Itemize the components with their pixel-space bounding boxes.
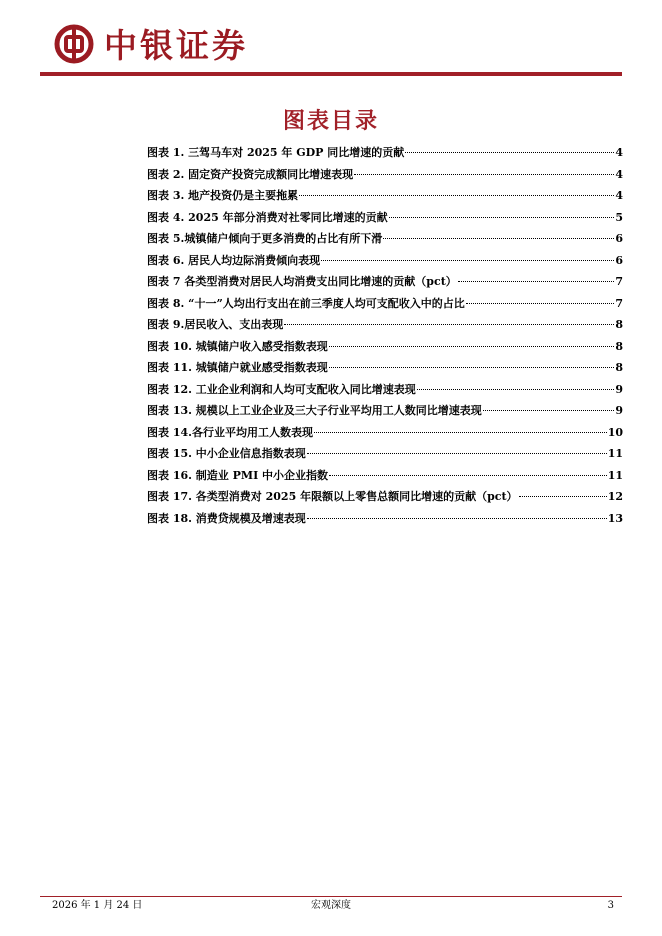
toc-entry-page: 7 bbox=[615, 296, 623, 310]
toc-entry-label: 图表 16. 制造业 PMI 中小企业指数 bbox=[147, 468, 329, 482]
toc-entry-page: 4 bbox=[615, 189, 623, 202]
toc-entry[interactable] bbox=[147, 445, 623, 467]
toc-dot-leader bbox=[329, 346, 615, 347]
toc-dot-leader bbox=[307, 453, 607, 454]
toc-entry-label: 图表 6. 居民人均边际消费倾向表现 bbox=[147, 253, 321, 267]
toc-entry-page: 7 bbox=[615, 275, 623, 288]
toc-entry-page: 6 bbox=[615, 253, 623, 267]
toc-entry-label: 图表 17. 各类型消费对 2025 年限额以上零售总额同比增速的贡献（pct） bbox=[147, 490, 518, 503]
toc-dot-leader bbox=[329, 367, 615, 368]
toc-dot-leader bbox=[417, 389, 615, 390]
toc-entry-label: 图表 7 各类型消费对居民人均消费支出同比增速的贡献（pct） bbox=[147, 275, 457, 288]
toc-entry[interactable] bbox=[147, 273, 623, 295]
toc-entry-page: 8 bbox=[615, 361, 623, 374]
toc-entry-label: 图表 15. 中小企业信息指数表现 bbox=[147, 447, 306, 460]
toc-entry[interactable] bbox=[147, 166, 623, 188]
toc-entry[interactable] bbox=[147, 187, 623, 209]
toc-dot-leader bbox=[314, 432, 607, 433]
page-header bbox=[0, 0, 662, 80]
toc-entry[interactable] bbox=[147, 338, 623, 360]
toc-entry-page: 6 bbox=[615, 232, 623, 245]
brand-name: 中银证券 bbox=[104, 26, 248, 65]
toc-entry[interactable] bbox=[147, 467, 623, 489]
toc-entry-page: 4 bbox=[615, 146, 623, 159]
toc-entry-label: 图表 5.城镇储户倾向于更多消费的占比有所下滑 bbox=[147, 232, 383, 245]
header-divider bbox=[40, 72, 622, 76]
footer-category: 宏观深度 bbox=[311, 900, 351, 911]
toc-entry[interactable] bbox=[147, 510, 623, 532]
toc-dot-leader bbox=[466, 303, 615, 304]
toc-entry[interactable] bbox=[147, 381, 623, 403]
toc-dot-leader bbox=[329, 475, 607, 476]
toc-entry[interactable] bbox=[147, 252, 623, 274]
toc-entry[interactable] bbox=[147, 488, 623, 510]
toc-dot-leader bbox=[405, 152, 614, 153]
toc-dot-leader bbox=[519, 496, 607, 497]
toc-entry-page: 8 bbox=[615, 339, 623, 353]
toc-entry[interactable] bbox=[147, 316, 623, 338]
toc-entry-page: 8 bbox=[615, 318, 623, 331]
toc-entry[interactable] bbox=[147, 295, 623, 317]
toc-entry[interactable] bbox=[147, 230, 623, 252]
toc-entry-label: 图表 18. 消费贷规模及增速表现 bbox=[147, 511, 306, 525]
toc-entry-label: 图表 12. 工业企业利润和人均可支配收入同比增速表现 bbox=[147, 382, 416, 396]
toc-dot-leader bbox=[321, 260, 614, 261]
toc-entry[interactable] bbox=[147, 424, 623, 446]
toc-entry-label: 图表 3. 地产投资仍是主要拖累 bbox=[147, 189, 299, 202]
toc-dot-leader bbox=[284, 324, 614, 325]
footer-page-number: 3 bbox=[607, 900, 614, 911]
toc-title: 图表目录 bbox=[282, 108, 379, 134]
toc-dot-leader bbox=[307, 518, 607, 519]
toc-entry-label: 图表 13. 规模以上工业企业及三大子行业平均用工人数同比增速表现 bbox=[147, 404, 482, 417]
toc-entry[interactable] bbox=[147, 359, 623, 381]
toc-entry-page: 12 bbox=[607, 490, 623, 503]
toc-dot-leader bbox=[458, 281, 615, 282]
toc-entry-label: 图表 1. 三驾马车对 2025 年 GDP 同比增速的贡献 bbox=[147, 146, 405, 159]
toc-entry-label: 图表 2. 固定资产投资完成额同比增速表现 bbox=[147, 167, 354, 181]
toc-entry[interactable] bbox=[147, 402, 623, 424]
toc-entry-page: 13 bbox=[607, 511, 623, 525]
toc-entry-page: 11 bbox=[607, 468, 623, 482]
footer-divider bbox=[40, 896, 622, 897]
toc-entry-page: 10 bbox=[607, 425, 623, 439]
toc-entry-label: 图表 10. 城镇储户收入感受指数表现 bbox=[147, 339, 328, 353]
toc-entry-label: 图表 11. 城镇储户就业感受指数表现 bbox=[147, 361, 328, 374]
toc-dot-leader bbox=[383, 238, 614, 239]
toc-entry-label: 图表 9.居民收入、支出表现 bbox=[147, 318, 284, 331]
toc-entry-label: 图表 8. “十一”人均出行支出在前三季度人均可支配收入中的占比 bbox=[147, 296, 465, 310]
toc-entry[interactable] bbox=[147, 144, 623, 166]
toc-entry-page: 5 bbox=[615, 210, 623, 224]
toc-entry-page: 9 bbox=[615, 382, 623, 396]
toc-dot-leader bbox=[483, 410, 615, 411]
toc-entry-label: 图表 14.各行业平均用工人数表现 bbox=[147, 425, 313, 439]
toc-dot-leader bbox=[389, 217, 615, 218]
table-of-figures bbox=[147, 144, 623, 531]
toc-entry-page: 9 bbox=[615, 404, 623, 417]
bank-of-china-logo-icon bbox=[54, 24, 94, 64]
toc-dot-leader bbox=[299, 195, 614, 196]
toc-entry[interactable] bbox=[147, 209, 623, 231]
toc-entry-label: 图表 4. 2025 年部分消费对社零同比增速的贡献 bbox=[147, 210, 388, 224]
toc-entry-page: 4 bbox=[615, 167, 623, 181]
footer-date: 2026 年 1 月 24 日 bbox=[52, 900, 143, 911]
toc-dot-leader bbox=[354, 174, 614, 175]
toc-entry-page: 11 bbox=[607, 447, 623, 460]
